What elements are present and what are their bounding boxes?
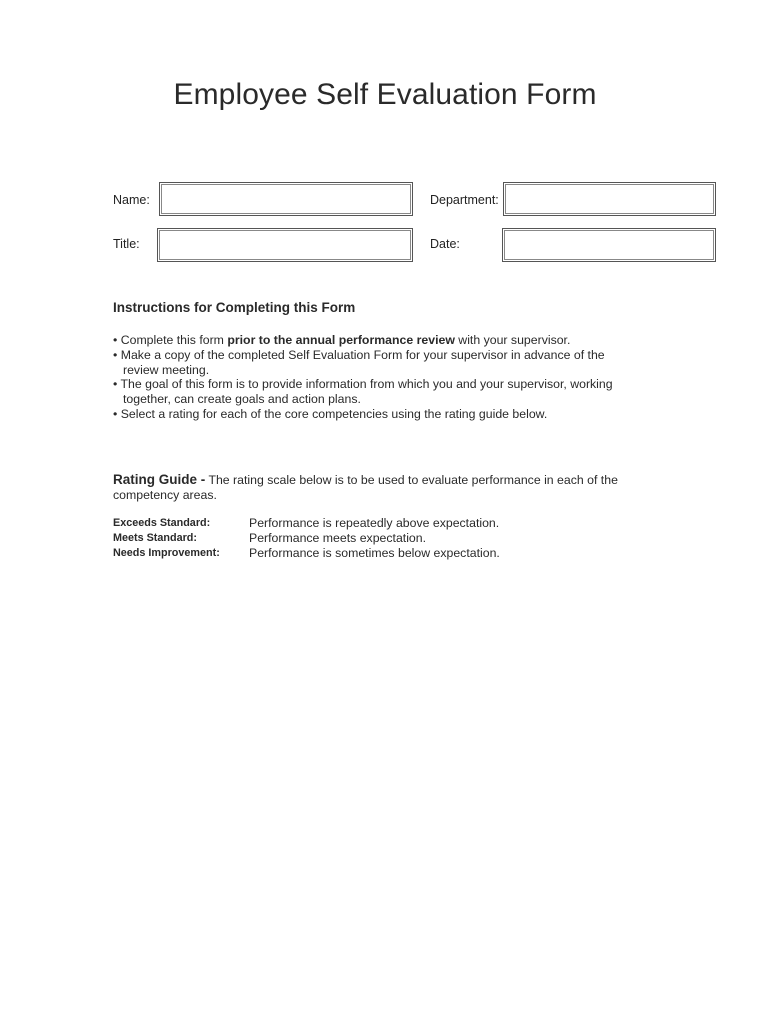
instruction-1-text-start: • Complete this form xyxy=(113,333,228,347)
rating-guide-line-2: competency areas. xyxy=(113,488,217,502)
rating-term: Exceeds Standard: xyxy=(113,517,211,529)
instruction-item-3: • The goal of this form is to provide information from which you and your supervisor, working xyxy=(113,377,613,392)
instruction-1-emphasis: prior to the annual performance review xyxy=(227,333,455,347)
rating-guide-intro xyxy=(113,472,653,503)
name-input[interactable] xyxy=(159,182,413,216)
rating-guide-title: Rating Guide - xyxy=(113,472,206,487)
page-title: Employee Self Evaluation Form xyxy=(173,78,597,111)
rating-description: Performance meets expectation. xyxy=(249,530,427,545)
rating-guide-line-1 xyxy=(113,472,653,488)
title-input[interactable] xyxy=(157,228,413,262)
instruction-item-1 xyxy=(113,333,653,348)
rating-term: Meets Standard: xyxy=(113,531,197,544)
instruction-1-text-end: with your supervisor. xyxy=(454,333,571,347)
rating-row-needs-improvement xyxy=(113,546,500,561)
instruction-item-2-continued: review meeting. xyxy=(123,362,210,377)
rating-guide-description: The rating scale below is to be used to evaluate performance in each of the xyxy=(205,473,618,487)
instructions-list xyxy=(113,333,653,422)
rating-description: Performance is repeatedly above expectation. xyxy=(249,516,500,530)
department-label: Department: xyxy=(430,193,499,207)
name-label: Name: xyxy=(113,193,150,207)
instructions-heading: Instructions for Completing this Form xyxy=(113,300,356,315)
rating-row-exceeds xyxy=(113,516,500,531)
rating-row-meets xyxy=(113,531,500,546)
department-input[interactable] xyxy=(503,182,716,216)
instruction-item-4: • Select a rating for each of the core competencies using the rating guide below. xyxy=(113,406,548,421)
date-label: Date: xyxy=(430,237,460,251)
rating-description: Performance is sometimes below expectation. xyxy=(249,545,500,560)
instruction-item-3-continued: together, can create goals and action plans. xyxy=(123,392,361,407)
title-label: Title: xyxy=(113,237,140,251)
instruction-item-2: • Make a copy of the completed Self Evaluation Form for your supervisor in advance of the xyxy=(113,347,605,362)
rating-term: Needs Improvement: xyxy=(113,546,220,559)
rating-scale-table xyxy=(113,516,500,560)
date-input[interactable] xyxy=(502,228,716,262)
